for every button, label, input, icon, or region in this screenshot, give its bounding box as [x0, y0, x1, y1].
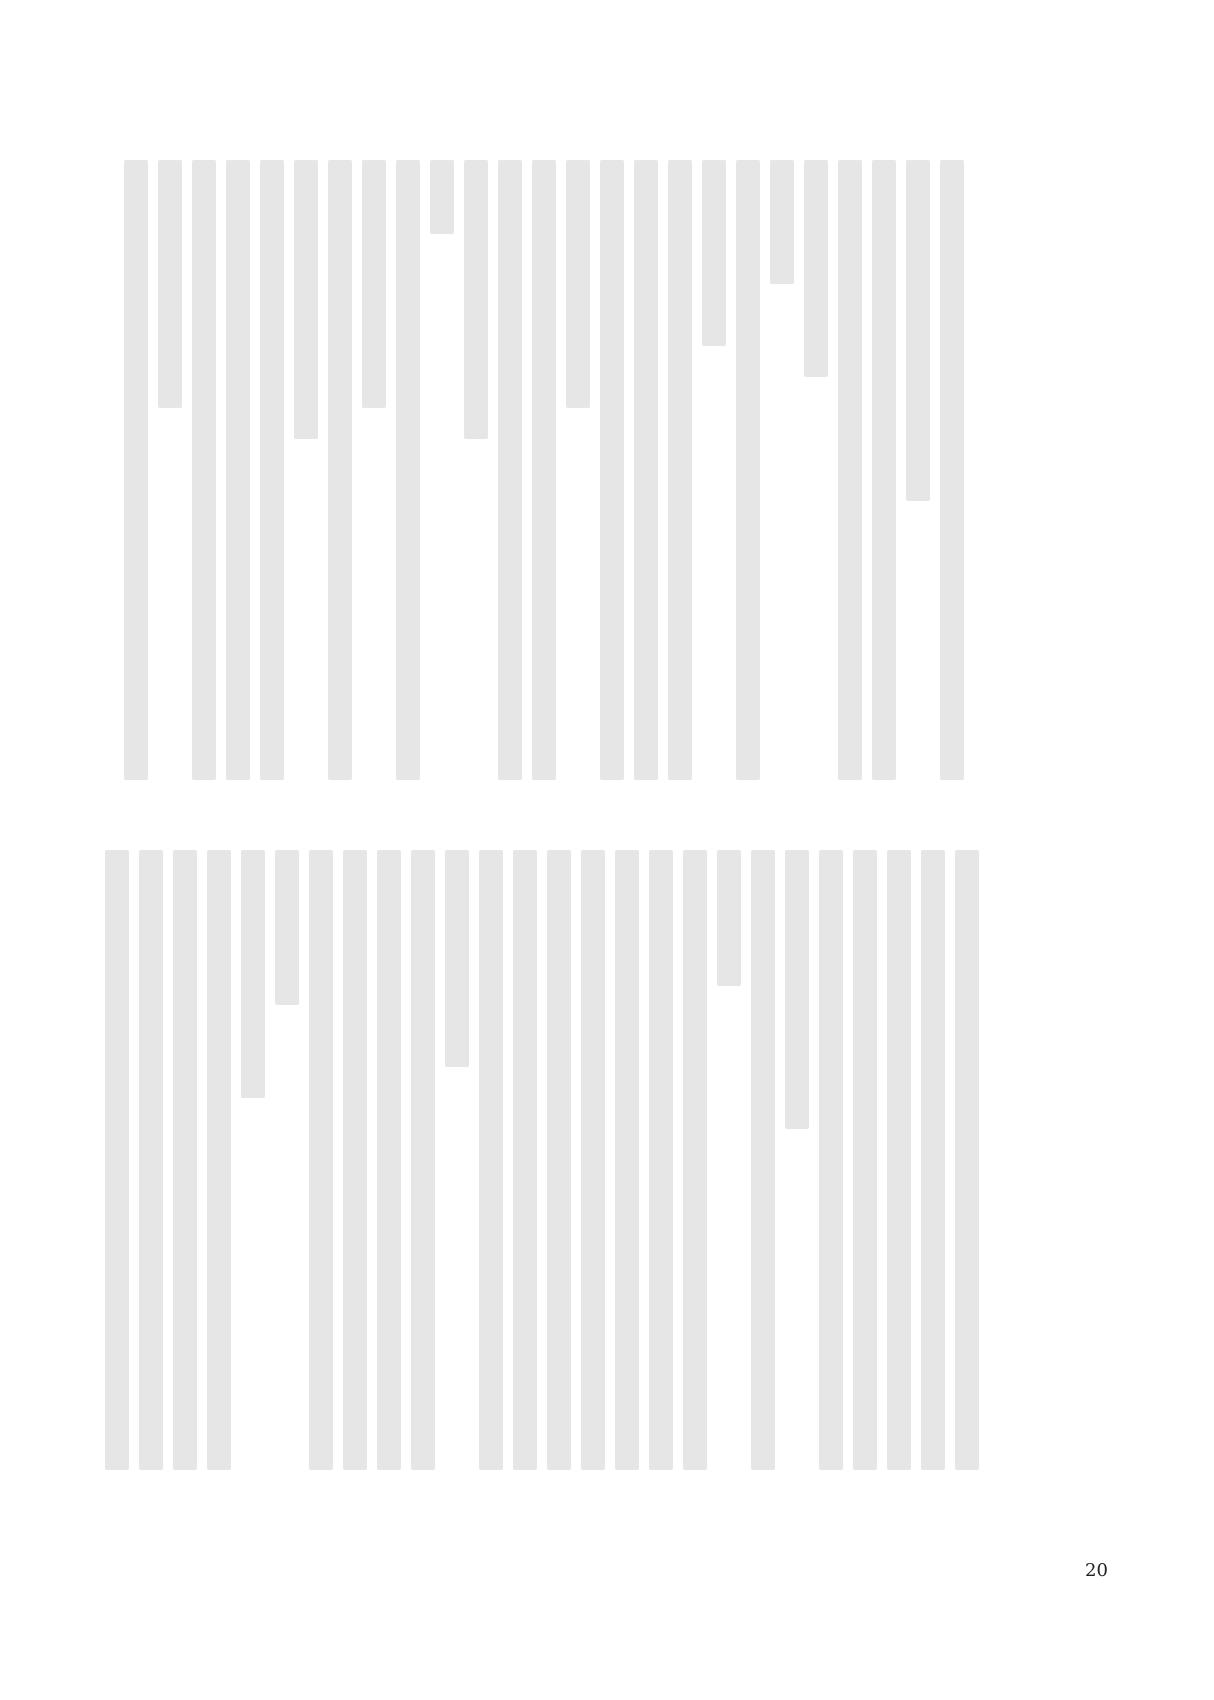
- text-column-placeholder: [396, 160, 420, 780]
- text-column-placeholder: [411, 850, 435, 1470]
- text-column-placeholder: [770, 160, 794, 284]
- text-column-placeholder: [158, 160, 182, 408]
- text-column-placeholder: [853, 850, 877, 1470]
- text-column-placeholder: [547, 850, 571, 1470]
- text-column-placeholder: [173, 850, 197, 1470]
- text-column-placeholder: [702, 160, 726, 346]
- text-column-placeholder: [872, 160, 896, 780]
- text-block-upper: [124, 160, 964, 780]
- text-column-placeholder: [955, 850, 979, 1470]
- text-column-placeholder: [479, 850, 503, 1470]
- text-column-placeholder: [940, 160, 964, 780]
- text-column-placeholder: [260, 160, 284, 780]
- text-column-placeholder: [464, 160, 488, 439]
- text-column-placeholder: [275, 850, 299, 1005]
- page-number: 20: [1085, 1560, 1108, 1581]
- text-column-placeholder: [649, 850, 673, 1470]
- text-column-placeholder: [921, 850, 945, 1470]
- text-column-placeholder: [226, 160, 250, 780]
- text-column-placeholder: [241, 850, 265, 1098]
- text-column-placeholder: [906, 160, 930, 501]
- text-column-placeholder: [887, 850, 911, 1470]
- text-column-placeholder: [377, 850, 401, 1470]
- text-column-placeholder: [634, 160, 658, 780]
- text-column-placeholder: [785, 850, 809, 1129]
- text-column-placeholder: [838, 160, 862, 780]
- text-column-placeholder: [717, 850, 741, 986]
- text-column-placeholder: [139, 850, 163, 1470]
- text-column-placeholder: [294, 160, 318, 439]
- text-column-placeholder: [615, 850, 639, 1470]
- text-column-placeholder: [736, 160, 760, 780]
- text-column-placeholder: [343, 850, 367, 1470]
- text-column-placeholder: [207, 850, 231, 1470]
- text-column-placeholder: [309, 850, 333, 1470]
- text-column-placeholder: [566, 160, 590, 408]
- text-column-placeholder: [819, 850, 843, 1470]
- text-column-placeholder: [192, 160, 216, 780]
- text-column-placeholder: [362, 160, 386, 408]
- text-column-placeholder: [124, 160, 148, 780]
- text-column-placeholder: [804, 160, 828, 377]
- text-column-placeholder: [445, 850, 469, 1067]
- text-column-placeholder: [668, 160, 692, 780]
- text-column-placeholder: [328, 160, 352, 780]
- text-column-placeholder: [430, 160, 454, 234]
- text-column-placeholder: [105, 850, 129, 1470]
- text-block-lower: [105, 850, 979, 1470]
- text-column-placeholder: [532, 160, 556, 780]
- text-column-placeholder: [581, 850, 605, 1470]
- text-column-placeholder: [751, 850, 775, 1470]
- text-column-placeholder: [683, 850, 707, 1470]
- text-column-placeholder: [498, 160, 522, 780]
- text-column-placeholder: [600, 160, 624, 780]
- text-column-placeholder: [513, 850, 537, 1470]
